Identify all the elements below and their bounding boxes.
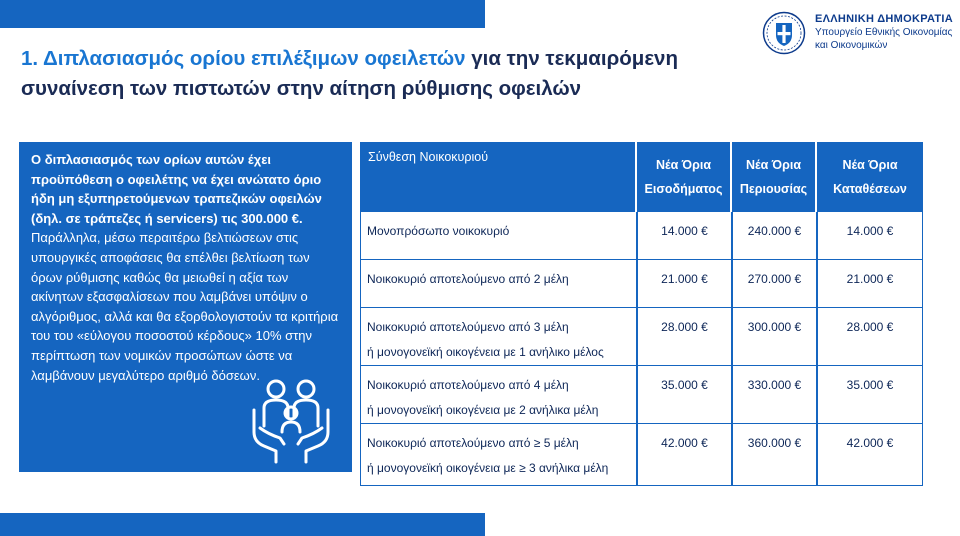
explanation-bold-text: Ο διπλασιασμός των ορίων αυτών έχει προϋπόθεση ο οφειλέτης να έχει ανώτατο όριο ήδη μη εξυπηρετούμενων τραπεζικών οφειλών (δηλ. σε τράπεζες ή servicers) τις 300.000 €.	[31, 152, 322, 226]
household-line-2: ή μονογονεϊκή οικογένεια με 2 ανήλικα μέλη	[367, 403, 599, 417]
slide-title-highlight: 1. Διπλασιασμός ορίου επιλέξιμων οφειλετών	[21, 47, 466, 70]
household-line-2: ή μονογονεϊκή οικογένεια με ≥ 3 ανήλικα μέλη	[367, 461, 609, 475]
column-header-deposits-line2: Καταθέσεων	[833, 182, 907, 196]
column-header-deposits	[817, 142, 923, 212]
column-header-deposits-line1: Νέα Όρια	[842, 158, 898, 172]
slide-title	[21, 44, 766, 104]
column-header-property-line1: Νέα Όρια	[745, 158, 802, 172]
household-cell	[360, 260, 637, 308]
slide-title-rest: για την τεκμαιρόμενη συναίνεση των πιστωτών στην αίτηση ρύθμισης οφειλών	[21, 47, 678, 100]
household-line-1: Νοικοκυριό αποτελούμενο από 4 μέλη	[367, 378, 569, 392]
household-line-1: Νοικοκυριό αποτελούμενο από ≥ 5 μέλη	[367, 436, 579, 450]
column-header-income-line2: Εισοδήματος	[644, 182, 723, 196]
ministry-title: ΕΛΛΗΝΙΚΗ ΔΗΜΟΚΡΑΤΙΑ	[815, 13, 953, 25]
household-cell	[360, 366, 637, 424]
table-row	[360, 366, 923, 424]
household-line-1: Μονοπρόσωπο νοικοκυριό	[367, 224, 510, 238]
ministry-header	[815, 13, 953, 52]
household-cell	[360, 308, 637, 366]
income-cell: 35.000 €	[637, 366, 732, 424]
table-row	[360, 424, 923, 486]
deposits-cell: 21.000 €	[817, 260, 923, 308]
household-line-1: Νοικοκυριό αποτελούμενο από 3 μέλη	[367, 320, 569, 334]
property-cell: 360.000 €	[732, 424, 817, 486]
deposits-cell: 42.000 €	[817, 424, 923, 486]
limits-table	[360, 142, 923, 475]
table-row	[360, 308, 923, 366]
household-cell	[360, 212, 637, 260]
property-cell: 270.000 €	[732, 260, 817, 308]
column-header-income	[637, 142, 732, 212]
explanation-text: Παράλληλα, μέσω περαιτέρω βελτιώσεων στις υπουργικές αποφάσεις θα επέλθει βελτίωση των όρων ρύθμισης καθώς θα μειωθεί η αξία των ακίνητων εξασφαλίσεων που λαμβάνει υπόψιν ο αλγόριθμος, αλλά και θα εξορθολογιστούν τα κριτήρια του του «εύλογου ποσοστού κέρδους» 10% στην περίπτωση των νομικών προσώπων ώστε να λαμβάνουν μεγαλύτερο αριθμό δόσεων.	[31, 230, 339, 383]
bottom-accent-bar	[0, 513, 485, 536]
income-cell: 21.000 €	[637, 260, 732, 308]
table-row	[360, 260, 923, 308]
property-cell: 300.000 €	[732, 308, 817, 366]
column-header-property	[732, 142, 817, 212]
column-header-income-line1: Νέα Όρια	[655, 158, 712, 172]
table-row	[360, 212, 923, 260]
household-line-2: ή μονογονεϊκή οικογένεια με 1 ανήλικο μέλος	[367, 345, 604, 359]
property-cell: 240.000 €	[732, 212, 817, 260]
ministry-line-2: και Οικονομικών	[815, 40, 888, 51]
top-accent-bar	[0, 0, 485, 28]
income-cell: 28.000 €	[637, 308, 732, 366]
deposits-cell: 35.000 €	[817, 366, 923, 424]
income-cell: 42.000 €	[637, 424, 732, 486]
deposits-cell: 28.000 €	[817, 308, 923, 366]
deposits-cell: 14.000 €	[817, 212, 923, 260]
ministry-line-1: Υπουργείο Εθνικής Οικονομίας	[815, 27, 953, 38]
household-cell	[360, 424, 637, 486]
property-cell: 330.000 €	[732, 366, 817, 424]
column-header-property-line2: Περιουσίας	[739, 182, 808, 196]
household-line-1: Νοικοκυριό αποτελούμενο από 2 μέλη	[367, 272, 569, 286]
family-in-hands-icon	[250, 376, 332, 464]
income-cell: 14.000 €	[637, 212, 732, 260]
coat-of-arms-icon	[762, 11, 806, 55]
column-header-composition: Σύνθεση Νοικοκυριού	[360, 142, 637, 212]
